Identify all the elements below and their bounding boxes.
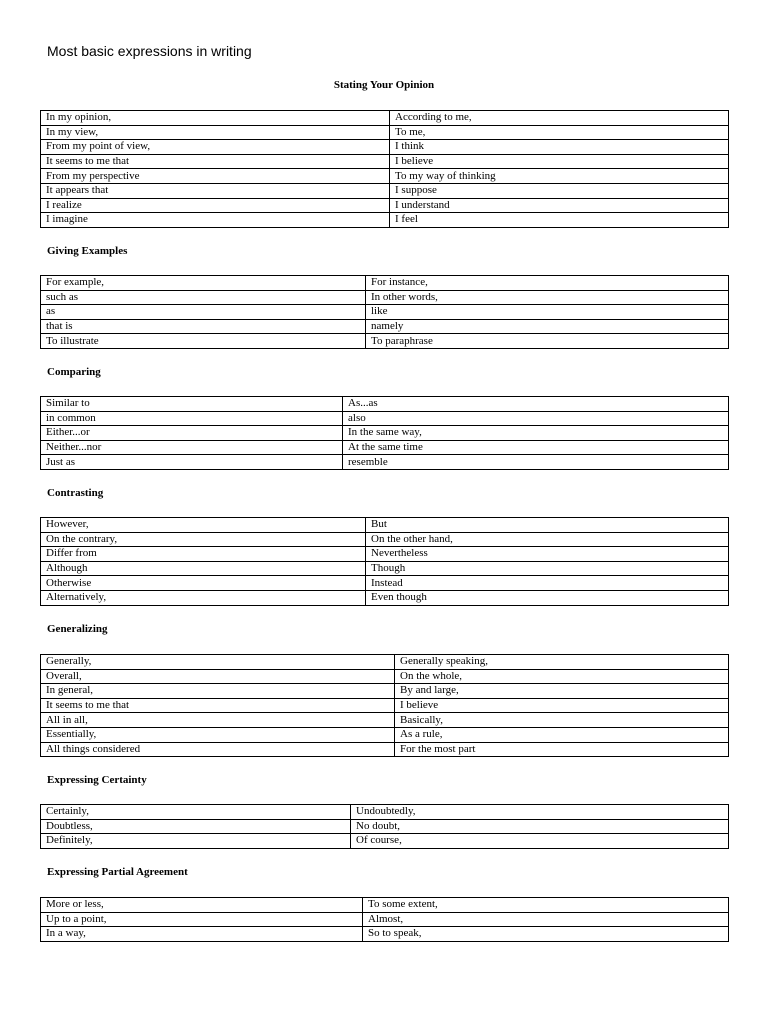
table-row — [41, 532, 729, 547]
table-cell: Essentially, — [41, 727, 395, 742]
table-cell: Neither...nor — [41, 440, 343, 455]
table-cell: Definitely, — [41, 834, 351, 849]
table-cell: In general, — [41, 684, 395, 699]
table-row — [41, 198, 729, 213]
table-cell: Differ from — [41, 547, 366, 562]
table-cell: Undoubtedly, — [351, 805, 729, 820]
section-heading-comparing: Comparing — [47, 366, 101, 378]
table-cell: By and large, — [395, 684, 729, 699]
table-row — [41, 290, 729, 305]
table-cell: Basically, — [395, 713, 729, 728]
table-cell: More or less, — [41, 898, 363, 913]
table-cell: So to speak, — [363, 927, 729, 942]
section-heading-giving-examples: Giving Examples — [47, 245, 128, 257]
table-row — [41, 669, 729, 684]
table-cell: Nevertheless — [366, 547, 729, 562]
table-cell: such as — [41, 290, 366, 305]
table-cell: that is — [41, 319, 366, 334]
table-row — [41, 125, 729, 140]
table-cell: For example, — [41, 276, 366, 291]
table-cell: Although — [41, 561, 366, 576]
table-cell: Either...or — [41, 426, 343, 441]
table-row — [41, 834, 729, 849]
table-cell: To paraphrase — [366, 334, 729, 349]
table-cell: Of course, — [351, 834, 729, 849]
section-heading-expressing-partial-agreement: Expressing Partial Agreement — [47, 866, 188, 878]
table-row — [41, 547, 729, 562]
table-cell: It appears that — [41, 183, 390, 198]
table-cell: As...as — [343, 397, 729, 412]
table-cell: From my perspective — [41, 169, 390, 184]
table-stating-your-opinion — [40, 110, 729, 228]
table-cell: Generally, — [41, 655, 395, 670]
table-row — [41, 183, 729, 198]
table-cell: Though — [366, 561, 729, 576]
table-cell: It seems to me that — [41, 698, 395, 713]
table-row — [41, 154, 729, 169]
table-cell: From my point of view, — [41, 140, 390, 155]
table-row — [41, 912, 729, 927]
section-heading-generalizing: Generalizing — [47, 623, 108, 635]
table-cell: I believe — [390, 154, 729, 169]
section-heading-contrasting: Contrasting — [47, 487, 104, 499]
table-row — [41, 561, 729, 576]
table-cell: According to me, — [390, 111, 729, 126]
table-row — [41, 319, 729, 334]
table-cell: In other words, — [366, 290, 729, 305]
table-row — [41, 819, 729, 834]
table-cell: resemble — [343, 455, 729, 470]
table-row — [41, 576, 729, 591]
table-cell: Generally speaking, — [395, 655, 729, 670]
table-contrasting — [40, 517, 729, 606]
table-cell: It seems to me that — [41, 154, 390, 169]
table-cell: I think — [390, 140, 729, 155]
table-cell: I feel — [390, 213, 729, 228]
section-heading-expressing-certainty: Expressing Certainty — [47, 774, 147, 786]
table-row — [41, 713, 729, 728]
table-cell: To me, — [390, 125, 729, 140]
table-row — [41, 927, 729, 942]
table-cell: Instead — [366, 576, 729, 591]
document-title: Most basic expressions in writing — [47, 43, 252, 59]
table-expressing-partial-agreement — [40, 897, 729, 942]
table-cell: In a way, — [41, 927, 363, 942]
table-row — [41, 213, 729, 228]
table-row — [41, 440, 729, 455]
table-cell: I suppose — [390, 183, 729, 198]
table-row — [41, 518, 729, 533]
table-cell: All things considered — [41, 742, 395, 757]
table-cell: I realize — [41, 198, 390, 213]
table-giving-examples — [40, 275, 729, 349]
table-cell: To some extent, — [363, 898, 729, 913]
table-cell: For the most part — [395, 742, 729, 757]
table-cell: In the same way, — [343, 426, 729, 441]
table-row — [41, 334, 729, 349]
table-cell: Even though — [366, 590, 729, 605]
table-row — [41, 276, 729, 291]
table-cell: Up to a point, — [41, 912, 363, 927]
table-cell: in common — [41, 411, 343, 426]
table-row — [41, 111, 729, 126]
table-expressing-certainty — [40, 804, 729, 849]
table-row — [41, 305, 729, 320]
table-cell: In my opinion, — [41, 111, 390, 126]
table-cell: I understand — [390, 198, 729, 213]
table-cell: Otherwise — [41, 576, 366, 591]
table-comparing — [40, 396, 729, 470]
table-cell: As a rule, — [395, 727, 729, 742]
table-row — [41, 169, 729, 184]
table-cell: Similar to — [41, 397, 343, 412]
table-cell: Alternatively, — [41, 590, 366, 605]
table-row — [41, 898, 729, 913]
table-cell: Almost, — [363, 912, 729, 927]
table-row — [41, 655, 729, 670]
table-generalizing — [40, 654, 729, 757]
table-cell: I believe — [395, 698, 729, 713]
table-row — [41, 140, 729, 155]
table-row — [41, 426, 729, 441]
table-cell: Overall, — [41, 669, 395, 684]
table-cell: In my view, — [41, 125, 390, 140]
table-cell: But — [366, 518, 729, 533]
table-row — [41, 742, 729, 757]
table-cell: also — [343, 411, 729, 426]
table-cell: For instance, — [366, 276, 729, 291]
table-row — [41, 684, 729, 699]
table-row — [41, 397, 729, 412]
table-cell: Certainly, — [41, 805, 351, 820]
table-cell: On the contrary, — [41, 532, 366, 547]
table-cell: On the other hand, — [366, 532, 729, 547]
table-row — [41, 698, 729, 713]
table-cell: At the same time — [343, 440, 729, 455]
table-cell: All in all, — [41, 713, 395, 728]
table-cell: To my way of thinking — [390, 169, 729, 184]
table-cell: On the whole, — [395, 669, 729, 684]
table-cell: namely — [366, 319, 729, 334]
table-row — [41, 805, 729, 820]
table-cell: No doubt, — [351, 819, 729, 834]
table-cell: like — [366, 305, 729, 320]
section-heading-stating-your-opinion: Stating Your Opinion — [333, 79, 435, 91]
table-row — [41, 455, 729, 470]
table-cell: Doubtless, — [41, 819, 351, 834]
table-row — [41, 727, 729, 742]
table-row — [41, 411, 729, 426]
table-cell: as — [41, 305, 366, 320]
table-cell: I imagine — [41, 213, 390, 228]
table-cell: Just as — [41, 455, 343, 470]
table-row — [41, 590, 729, 605]
table-cell: However, — [41, 518, 366, 533]
table-cell: To illustrate — [41, 334, 366, 349]
